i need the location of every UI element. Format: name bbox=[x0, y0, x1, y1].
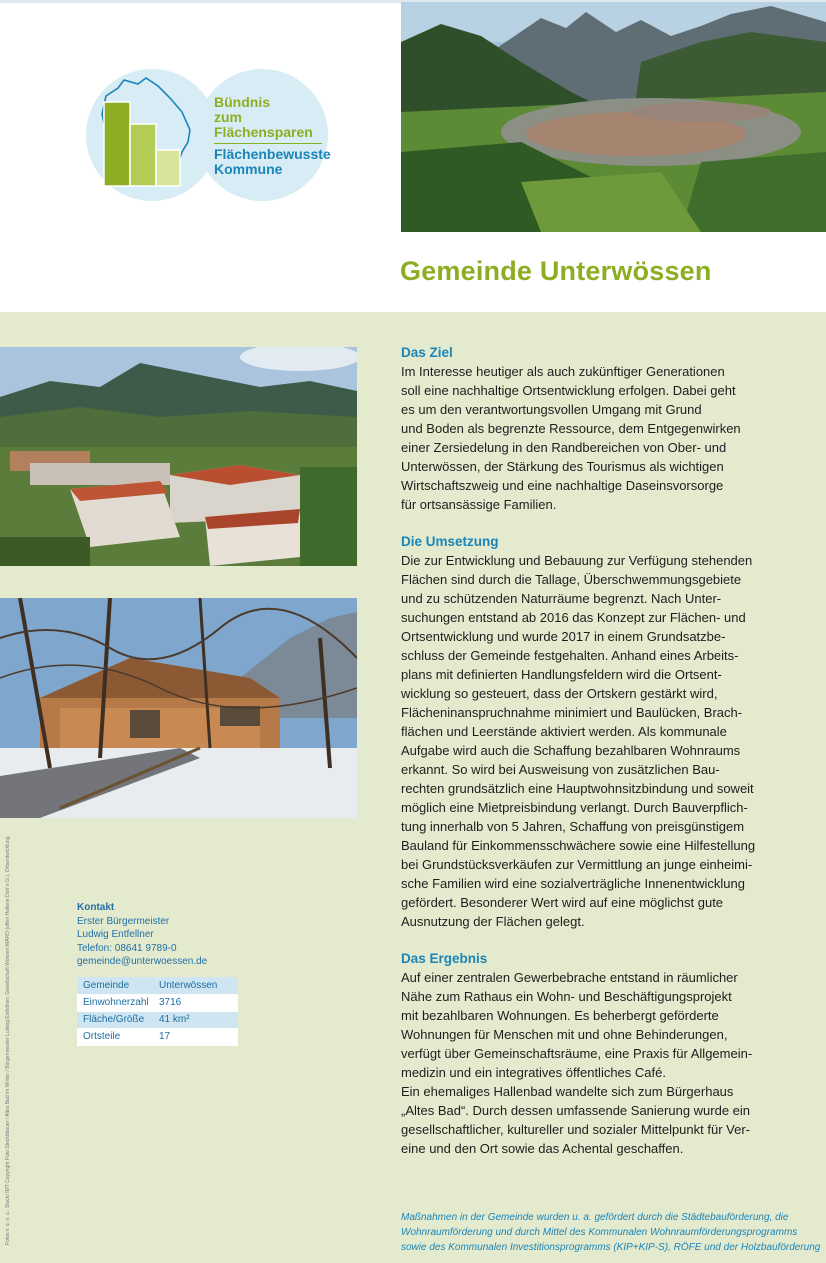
funding-footnote: Maßnahmen in der Gemeinde wurden u. a. gefördert durch die Städtebauförderung, die Wohnraumförderung und durch Mittel des Kommunalen Wohnraumförderungsprogramms sowie des Kommunalen Investitionsprogramms (KIP+KIP-S), RÖFE und der Holzbauförderung bbox=[401, 1212, 821, 1253]
table-row bbox=[77, 1011, 238, 1028]
page-title: Gemeinde Unterwössen bbox=[400, 256, 712, 286]
contact-heading: Kontakt bbox=[77, 902, 115, 913]
table-row bbox=[77, 994, 238, 1011]
contact-name: Ludwig Entfellner bbox=[77, 929, 154, 940]
facts-table bbox=[77, 977, 238, 1046]
section-body: Auf einer zentralen Gewerbebrache entstand in räumlicher Nähe zum Rathaus ein Wohn- und Beschäftigungsprojekt mit bezahlbaren Wohnungen. Es beherbergt geförderte Wohnungen für Menschen mit und ohne Behinderungen, verfügt über Gemeinschaftsräume, eine Praxis für Allgemein- medizin und ein integratives öffentliches Café. Ein ehemaliges Hallenbad wandelte sich zum Bürgerhaus „Altes Bad“. Durch dessen umfassende Sanierung wurde ein gesellschaftlicher, kultureller und sozialer Mittelpunkt für Ver- eine und den Ort sowie das Achental geschaffen. bbox=[401, 970, 753, 1156]
section-ziel bbox=[401, 343, 811, 514]
section-heading: Das Ziel bbox=[401, 345, 453, 360]
table-row bbox=[77, 977, 238, 994]
logo-line-1: Bündnis bbox=[214, 94, 270, 110]
contact-role: Erster Bürgermeister bbox=[77, 915, 170, 927]
fact-value: 3716 bbox=[153, 994, 238, 1011]
valley-aerial-photo bbox=[401, 2, 826, 232]
fact-label: Ortsteile bbox=[77, 1028, 153, 1045]
logo-wordmark bbox=[214, 95, 331, 177]
section-body: Die zur Entwicklung und Bebauung zur Verfügung stehenden Flächen sind durch die Tallage, Überschwemmungsgebiete und zu schützenden Naturräume begrenzt. Nach Unter- suchungen entstand ab 2016 das Konzept zur Flächen- und Ortsentwicklung und wurde 2017 in einem Grundsatzbe- schluss der Gemeinde festgehalten. Anhand eines Arbeits- plans mit definierten Handlungsfeldern wird die Ortsent- wicklung so gesteuert, dass der Ortskern gestärkt wird, Flächeninanspruchnahme minimiert und Baulücken, Brach- flächen und Leerstände aktiviert werden. Als kommunale Aufgabe wird auch die Schaffung bezahlbaren Wohnraums erkannt. So wird bei Ausweisung von zusätzlichen Bau- rechten grundsätzlich eine Hauptwohnsitzbindung und soweit möglich eine Mietpreisbindung verlangt. Durch Bauverpflich- tung innerhalb von 5 Jahren, Schaffung von preisgünstigem Bauland für Einkommensschwächere sowie eine Hilfestellung bei Grundstücksverkäufen zur Vermittlung an junge einheimi- sche Familien wird eine sozialverträgliche Innenentwicklung gefördert. Besonderer Wert wird auf eine möglichst gute Ausnutzung der Flächen gelegt. bbox=[401, 553, 756, 929]
main-text-column bbox=[401, 343, 811, 1176]
section-heading: Die Umsetzung bbox=[401, 534, 499, 549]
section-body: Im Interesse heutiger als auch zukünftiger Generationen soll eine nachhaltige Ortsentwicklung erfolgen. Dabei geht es um den verantwortungsvollen Umgang mit Grund und Boden als begrenzte Ressource, dem Entgegenwirken einer Zersiedelung in den Randbereichen von Ober- und Unterwössen, der Stärkung des Tourismus als wichtigen Wirtschaftszweig und eine nachhaltige Daseinsvorsorge für ortsansässige Familien. bbox=[401, 364, 741, 512]
housing-project-photo bbox=[0, 347, 357, 566]
table-row bbox=[77, 1028, 238, 1045]
logo-divider bbox=[214, 143, 322, 144]
contact-email-link[interactable]: gemeinde@unterwoessen.de bbox=[77, 956, 208, 967]
contact-block bbox=[77, 901, 252, 969]
fact-label: Einwohnerzahl bbox=[77, 994, 153, 1011]
logo-line-5: Kommune bbox=[214, 161, 283, 177]
fact-label: Fläche/Größe bbox=[77, 1011, 153, 1028]
fact-value: 17 bbox=[153, 1028, 238, 1045]
buendnis-logo bbox=[86, 68, 336, 206]
photo-credit: Fotos v. o. n. u.: Stock/ IMT Copyright Foto Steckbbauer / Altes Bad im Winter / Bürgermeister Ludwig Entfellner; Gesellschaft Wohnen MARO (offen Haltene Dorf e.G.), Ortsentwicklung bbox=[5, 836, 11, 1245]
logo-line-3: Flächensparen bbox=[214, 124, 313, 140]
altes-bad-winter-photo bbox=[0, 598, 357, 818]
logo-line-4: Flächenbewusste bbox=[214, 146, 331, 162]
section-umsetzung bbox=[401, 532, 811, 931]
fact-value: 41 km² bbox=[153, 1011, 238, 1028]
fact-label: Gemeinde bbox=[77, 977, 153, 994]
contact-phone[interactable]: Telefon: 08641 9789-0 bbox=[77, 942, 177, 954]
section-ergebnis bbox=[401, 949, 811, 1158]
logo-line-2: zum bbox=[214, 109, 242, 125]
section-heading: Das Ergebnis bbox=[401, 951, 488, 966]
fact-value: Unterwössen bbox=[153, 977, 238, 994]
